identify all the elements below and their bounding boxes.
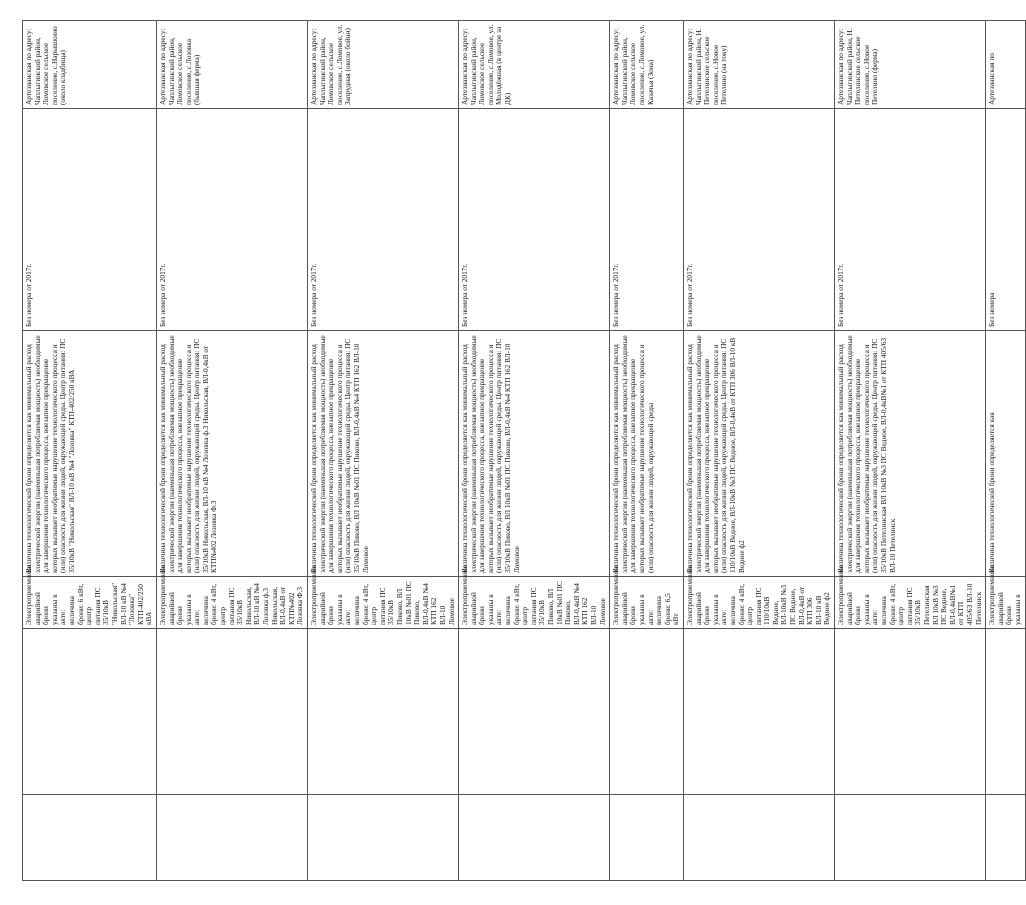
- reserve-description-cell: Величина технологической брони определяется как минимальный расход электрической энергии (наименьшая потребляемая мощность) необходимые для завершения технологического процесса, внезапное прекращение которых вызывает необратимые нарушение технологического процесса и (или) опасность для жизни людей, окружающей среды. Центр питания: ПС 110/10кВ Ведное, ВЛ-10кВ №3 ПС Ведное, ВЛ-0,4кВ от КТП 306 ВЛ-10 кВ Ведное ф2: [683, 331, 834, 577]
- address-cell: Артезианская по адресу: Чаплыгинский район, Ломовское сельское поселение, с.Лозовка (бывшая ферма): [156, 21, 307, 109]
- empty-cell: [23, 629, 157, 795]
- table-row: [610, 21, 684, 881]
- contract-date-cell: Без номера от 2017г.: [23, 109, 157, 331]
- table-row: [835, 21, 986, 881]
- table-row: [459, 21, 610, 881]
- reserve-result-cell: Электроприемники аварийной брони указаны в акте: величина брони: 6 кВт, центр питания ПС 35/10кВ "Никольская" ВЛ-10 кВ №4 "Лозовка" КТП-402/250 кВА: [23, 577, 157, 629]
- reserve-result-cell: Электроприемники аварийной брони указаны в: [986, 577, 1025, 629]
- address-cell: Артезианская по адресу: Чаплыгинский район, Ломовское сельское поселение, с.Ломовое, ул. Казачья (Зона): [610, 21, 684, 109]
- reserve-table: [22, 20, 1026, 881]
- reserve-result-cell: Электроприемники аварийной брони указаны в акте: величина брони: 4 кВт, центр питания ПС 35/10кВ Пиково, ВЛ 10кВ №01 ПС Пиково, ВЛ-0,4кВ №4 КТП 162 ВЛ-10 Ломовое: [308, 577, 459, 629]
- empty-cell: [610, 629, 684, 795]
- empty-cell: [308, 629, 459, 795]
- table-row: [156, 21, 307, 881]
- empty-cell: [156, 795, 307, 881]
- reserve-description-cell: Величина технологической брони определяется как: [986, 331, 1025, 577]
- contract-date-cell: Без номера от 2017г.: [683, 109, 834, 331]
- empty-cell: [683, 629, 834, 795]
- reserve-result-cell: Электроприемники аварийной брони указаны в акте: величина брони: 4 кВт, центр питания ПС 110/10кВ Ведное, ВЛ-10кВ №3 ПС Ведное, ВЛ-0,4кВ от КТП 306 ВЛ-10 кВ Ведное ф2: [683, 577, 834, 629]
- reserve-description-cell: Величина технологической брони определяется как минимальный расход электрической энергии (наименьшая потребляемая мощность) необходимые для завершения технологического процесса, внезапное прекращение которых вызывает необратимые нарушение технологического процесса и (или) опасность для жизни людей, окружающей среды. Центр питания: ПС 35/10кВ Петелинская ВЛ 10кВ №3 ПС Ведное, ВЛ-0,4кВ№1 от КТП 405/63 ВЛ-10 Петелинск: [835, 331, 986, 577]
- empty-cell: [610, 795, 684, 881]
- empty-cell: [156, 629, 307, 795]
- reserve-description-cell: Величина технологической брони определяется как минимальный расход электрической энергии (наименьшая потребляемая мощность) необходимые для завершения технологического процесса, внезапное прекращение которых вызывает необратимые нарушение технологического процесса и (или) опасность для жизни людей, окружающей среды: [610, 331, 684, 577]
- address-cell: Артезианская по адресу: Чаплыгинский район, Ломовское сельское поселение, с.Ломовое, ул. Запрудная (около бойни): [308, 21, 459, 109]
- empty-cell: [835, 629, 986, 795]
- reserve-table-body: [23, 21, 1026, 881]
- empty-cell: [683, 795, 834, 881]
- contract-date-cell: Без номера от 2017г.: [459, 109, 610, 331]
- table-row: [308, 21, 459, 881]
- contract-date-cell: Без номера: [986, 109, 1025, 331]
- reserve-result-cell: Электроприемники аварийной брони указаны в акте: величина брони: 6,5 кВт: [610, 577, 684, 629]
- empty-cell: [459, 629, 610, 795]
- empty-cell: [459, 795, 610, 881]
- address-cell: Артезианская по адресу: Чаплыгинский район, Ломовское сельское поселение, с.Нарышкино (около кладбища): [23, 21, 157, 109]
- address-cell: Артезианская по: [986, 21, 1025, 109]
- contract-date-cell: Без номера от 2017г.: [308, 109, 459, 331]
- address-cell: Артезианская по адресу: Чаплыгинский район, Н. Петелинское сельское поселение, с.Новое Петелино (ферма): [835, 21, 986, 109]
- reserve-result-cell: Электроприемники аварийной брони указаны в акте: величина брони: 4 кВт, центр питания ПС 35/10кВ Никольская, ВЛ-10 кВ №4 Лозовка ф.3 Никольская, ВЛ-0,4кВ от КТП№402 Лозовка Ф.3: [156, 577, 307, 629]
- table-row: [986, 21, 1025, 881]
- empty-cell: [986, 795, 1025, 881]
- contract-date-cell: Без номера от 2017г.: [156, 109, 307, 331]
- reserve-result-cell: Электроприемники аварийной брони указаны в акте: величина брони: 4 кВт, центр питания ПС 35/10кВ Петелинская ВЛ 10кВ №3 ПС Ведное, ВЛ-0,4кВ№1 от КТП 405/63 ВЛ-10 Петелинск: [835, 577, 986, 629]
- reserve-result-cell: Электроприемники аварийной брони указаны в акте: величина брони: 4 кВт, центр питания ПС 35/10кВ Пиково, ВЛ 10кВ №01 ПС Пиково, ВЛ-0,4кВ №4 КТП 162 ВЛ-10 Ломовое: [459, 577, 610, 629]
- reserve-description-cell: Величина технологической брони определяется как минимальный расход электрической энергии (наименьшая потребляемая мощность) необходимые для завершения технологического процесса, внезапное прекращение которых вызывает необратимые нарушение технологического процесса и (или) опасность для жизни людей, окружающей среды. Центр питания: ПС 35/10кВ Пиково, ВЛ 10кВ №01 ПС Пиково, ВЛ-0,4кВ №4 КТП 162 ВЛ-10 Ломовое: [459, 331, 610, 577]
- address-cell: Артезианская по адресу: Чаплыгинский район, Н. Петелинское сельское поселение, с.Новое Петелино (на току): [683, 21, 834, 109]
- empty-cell: [23, 795, 157, 881]
- reserve-description-cell: Величина технологической брони определяется как минимальный расход электрической энергии (наименьшая потребляемая мощность) необходимые для завершения технологического процесса, внезапное прекращение которых вызывает необратимые нарушение технологического процесса и (или) опасность для жизни людей, окружающей среды. Центр питания: ПС 35/10кВ Пиково, ВЛ 10кВ №01 ПС Пиково, ВЛ-0,4кВ №4 КТП 162 ВЛ-10 Ломовое: [308, 331, 459, 577]
- empty-cell: [835, 795, 986, 881]
- empty-cell: [308, 795, 459, 881]
- reserve-description-cell: Величина технологической брони определяется как минимальный расход электрической энергии (наименьшая потребляемая мощность) необходимые для завершения технологического процесса, внезапное прекращение которых вызывает необратимые нарушение технологического процесса и (или) опасность для жизни людей, окружающей среды. Центр питания: ПС 35/10кВ Никольская, ВЛ-10 кВ №4 Лозовка ф.3 Никольская, ВЛ-0,4кВ от КТП№402 Лозовка Ф.3: [156, 331, 307, 577]
- empty-cell: [986, 629, 1025, 795]
- reserve-description-cell: Величина технологической брони определяется как минимальный расход электрической энергии (наименьшая потребляемая мощность) необходимые для завершения технологического процесса, внезапное прекращение которых вызывает необратимые нарушение технологического процесса и (или) опасность для жизни людей, окружающей среды. Центр питания: ПС 35/10кВ "Никольская" ВЛ-10 кВ №4 "Лозовка" КТП-402/250 кВА: [23, 331, 157, 577]
- table-row: [683, 21, 834, 881]
- contract-date-cell: Без номера от 2017г.: [610, 109, 684, 331]
- address-cell: Артезианская по адресу: Чаплыгинский район, Ломовское сельское поселение, с.Ломовое, ул. Молодёжная (в центре за ДК): [459, 21, 610, 109]
- contract-date-cell: Без номера от 2017г.: [835, 109, 986, 331]
- table-row: [23, 21, 157, 881]
